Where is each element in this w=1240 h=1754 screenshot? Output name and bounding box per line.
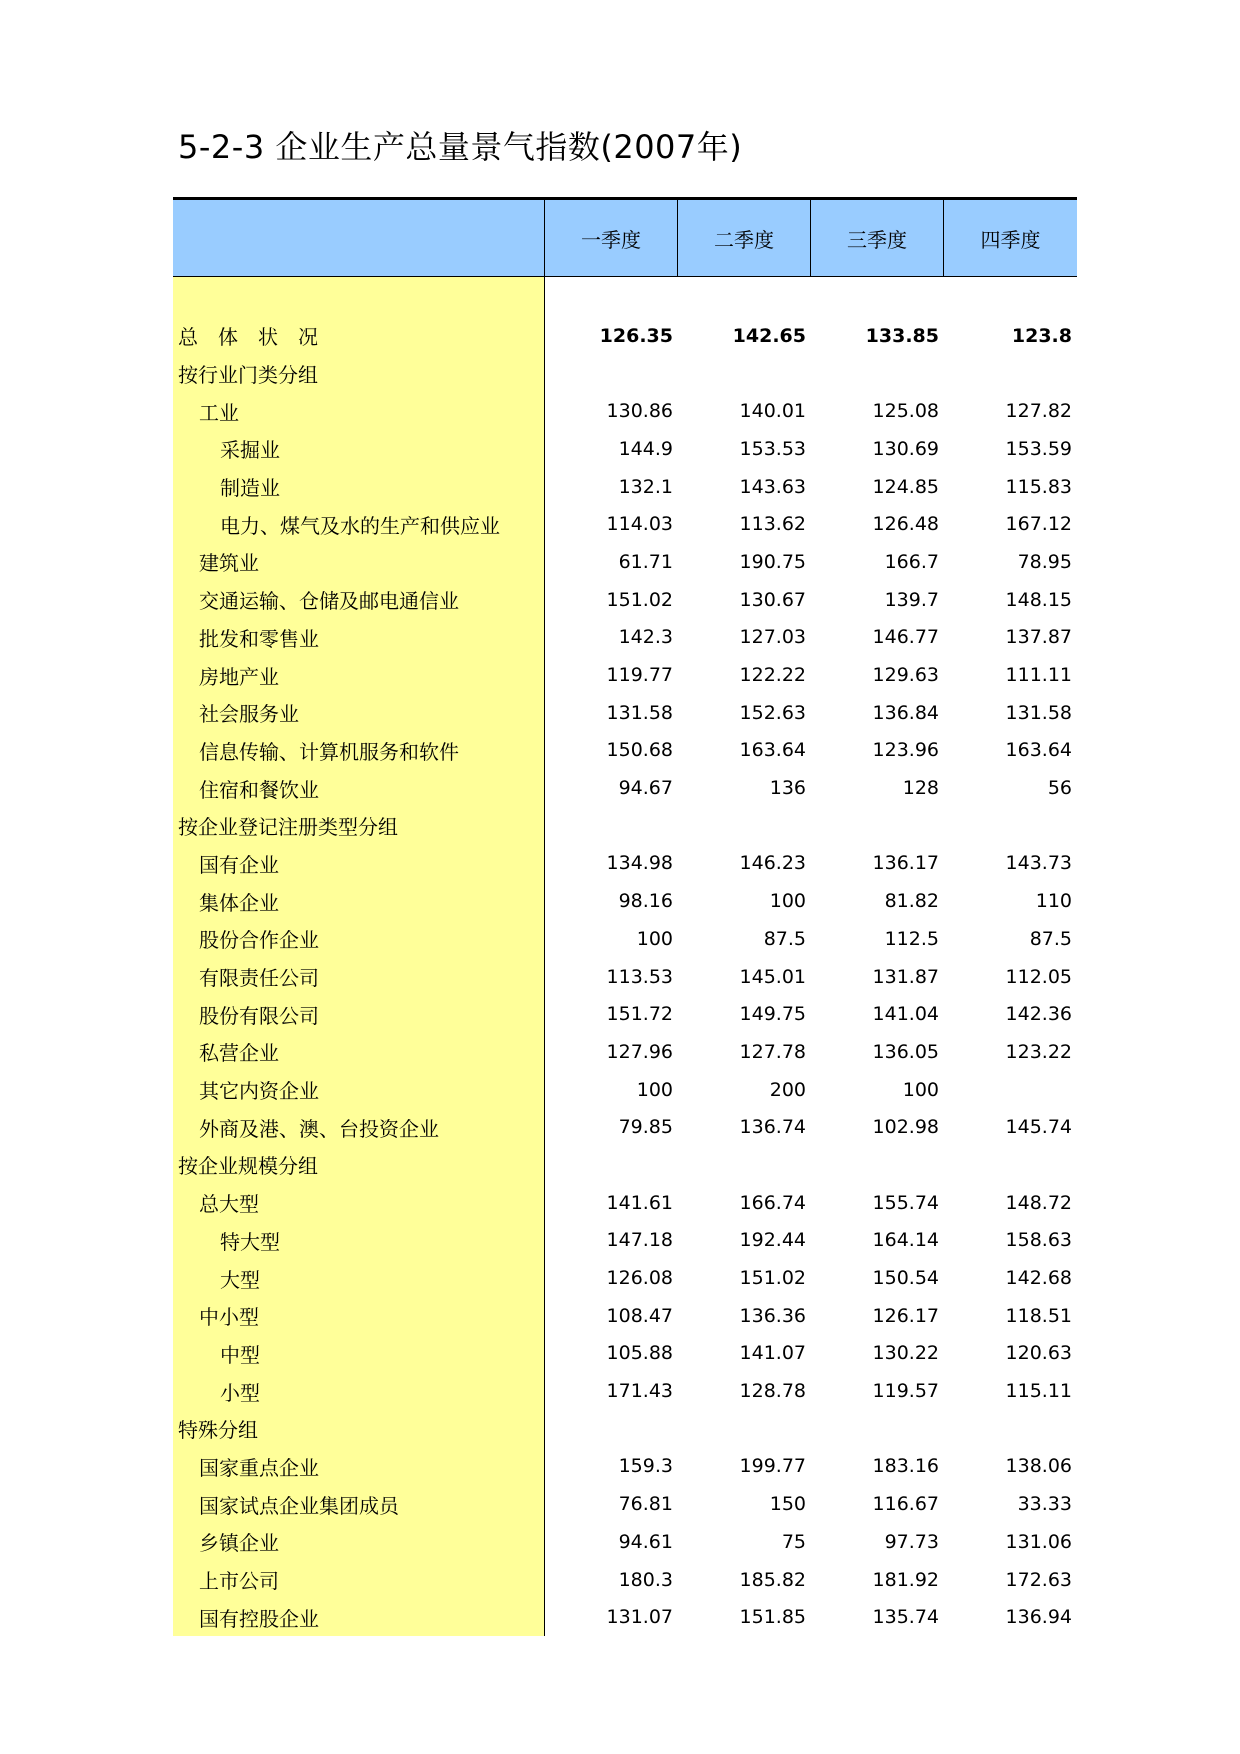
table-row bbox=[173, 769, 1077, 807]
value-cell-q2: 192.44 bbox=[739, 1229, 806, 1252]
row-label: 国家重点企业 bbox=[199, 1455, 319, 1480]
value-cell-q4: 118.51 bbox=[1005, 1304, 1072, 1327]
row-label: 小型 bbox=[220, 1380, 260, 1405]
value-cell-q3: 112.5 bbox=[884, 927, 939, 950]
value-cell-q1: 131.58 bbox=[606, 701, 673, 724]
value-cell-q1: 171.43 bbox=[606, 1380, 673, 1403]
value-cell-q2: 130.67 bbox=[739, 588, 806, 611]
row-label: 制造业 bbox=[220, 476, 280, 501]
value-cell-q3: 128 bbox=[902, 777, 939, 800]
value-cell-q1: 94.67 bbox=[618, 777, 673, 800]
row-label: 批发和零售业 bbox=[199, 626, 319, 651]
value-cell-q2: 145.01 bbox=[739, 965, 806, 988]
value-cell-q1: 180.3 bbox=[618, 1568, 673, 1591]
value-cell-q1: 126.35 bbox=[599, 324, 673, 347]
table-header bbox=[173, 197, 1077, 277]
table-row bbox=[173, 1108, 1077, 1146]
value-cell-q2: 122.22 bbox=[739, 664, 806, 687]
value-cell-q3: 136.05 bbox=[872, 1040, 939, 1063]
table-row bbox=[173, 1448, 1077, 1486]
row-label: 国有控股企业 bbox=[199, 1606, 319, 1631]
table-row bbox=[173, 1146, 1077, 1184]
value-cell-q4: 87.5 bbox=[1029, 927, 1072, 950]
value-cell-q4: 167.12 bbox=[1005, 513, 1072, 536]
column-header-q3: 三季度 bbox=[811, 200, 944, 276]
value-cell-q2: 128.78 bbox=[739, 1380, 806, 1403]
value-cell-q2: 75 bbox=[781, 1530, 806, 1553]
value-cell-q4: 112.05 bbox=[1005, 965, 1072, 988]
table-row bbox=[173, 1297, 1077, 1335]
value-cell-q2: 149.75 bbox=[739, 1003, 806, 1026]
value-cell-q4: 115.83 bbox=[1005, 475, 1072, 498]
table-row bbox=[173, 1372, 1077, 1410]
value-cell-q1: 100 bbox=[636, 1078, 673, 1101]
value-cell-q2: 166.74 bbox=[739, 1191, 806, 1214]
value-cell-q4: 131.06 bbox=[1005, 1530, 1072, 1553]
table-row bbox=[173, 392, 1077, 430]
value-cell-q1: 108.47 bbox=[606, 1304, 673, 1327]
value-cell-q1: 142.3 bbox=[618, 626, 673, 649]
row-label: 社会服务业 bbox=[199, 702, 299, 727]
value-cell-q3: 164.14 bbox=[872, 1229, 939, 1252]
table-row bbox=[173, 505, 1077, 543]
value-cell-q2: 87.5 bbox=[763, 927, 806, 950]
table-row bbox=[173, 355, 1077, 393]
row-label: 乡镇企业 bbox=[199, 1531, 279, 1556]
value-cell-q4: 172.63 bbox=[1005, 1568, 1072, 1591]
value-cell-q1: 150.68 bbox=[606, 739, 673, 762]
value-cell-q1: 151.02 bbox=[606, 588, 673, 611]
value-cell-q1: 61.71 bbox=[618, 550, 673, 573]
row-label: 中小型 bbox=[199, 1305, 259, 1330]
value-cell-q1: 147.18 bbox=[606, 1229, 673, 1252]
value-cell-q3: 102.98 bbox=[872, 1116, 939, 1139]
value-cell-q3: 97.73 bbox=[884, 1530, 939, 1553]
value-cell-q1: 105.88 bbox=[606, 1342, 673, 1365]
value-cell-q4: 56 bbox=[1047, 777, 1072, 800]
table-row bbox=[173, 1259, 1077, 1297]
value-cell-q4: 123.22 bbox=[1005, 1040, 1072, 1063]
table-row bbox=[173, 543, 1077, 581]
table-row bbox=[173, 1523, 1077, 1561]
row-label: 大型 bbox=[220, 1267, 260, 1292]
table-row bbox=[173, 882, 1077, 920]
table-row bbox=[173, 1410, 1077, 1448]
row-label: 房地产业 bbox=[199, 664, 279, 689]
value-cell-q2: 152.63 bbox=[739, 701, 806, 724]
row-label: 信息传输、计算机服务和软件 bbox=[199, 739, 459, 764]
table-row bbox=[173, 920, 1077, 958]
value-cell-q4: 148.72 bbox=[1005, 1191, 1072, 1214]
value-cell-q3: 136.84 bbox=[872, 701, 939, 724]
value-cell-q2: 151.02 bbox=[739, 1267, 806, 1290]
row-label: 按企业登记注册类型分组 bbox=[178, 815, 398, 840]
value-cell-q2: 150 bbox=[769, 1493, 806, 1516]
column-header-q4: 四季度 bbox=[980, 227, 1041, 252]
row-label: 外商及港、澳、台投资企业 bbox=[199, 1116, 439, 1141]
table-row bbox=[173, 1485, 1077, 1523]
table-row bbox=[173, 468, 1077, 506]
row-label: 住宿和餐饮业 bbox=[199, 777, 319, 802]
value-cell-q1: 94.61 bbox=[618, 1530, 673, 1553]
value-cell-q3: 155.74 bbox=[872, 1191, 939, 1214]
value-cell-q1: 126.08 bbox=[606, 1267, 673, 1290]
value-cell-q1: 76.81 bbox=[618, 1493, 673, 1516]
value-cell-q4: 110 bbox=[1035, 890, 1072, 913]
value-cell-q1: 114.03 bbox=[606, 513, 673, 536]
value-cell-q3: 100 bbox=[902, 1078, 939, 1101]
table-row bbox=[173, 581, 1077, 619]
column-header-q2: 二季度 bbox=[678, 200, 811, 276]
value-cell-q1: 79.85 bbox=[618, 1116, 673, 1139]
row-label: 私营企业 bbox=[199, 1041, 279, 1066]
value-cell-q4: 142.68 bbox=[1005, 1267, 1072, 1290]
value-cell-q2: 199.77 bbox=[739, 1455, 806, 1478]
row-label: 中型 bbox=[220, 1342, 260, 1367]
row-label: 集体企业 bbox=[199, 890, 279, 915]
value-cell-q2: 163.64 bbox=[739, 739, 806, 762]
value-cell-q1: 132.1 bbox=[618, 475, 673, 498]
value-cell-q3: 131.87 bbox=[872, 965, 939, 988]
value-cell-q4: 136.94 bbox=[1005, 1606, 1072, 1629]
table-row bbox=[173, 1335, 1077, 1373]
value-cell-q4: 131.58 bbox=[1005, 701, 1072, 724]
table-row bbox=[173, 845, 1077, 883]
row-label: 上市公司 bbox=[199, 1569, 279, 1594]
value-cell-q2: 136 bbox=[769, 777, 806, 800]
value-cell-q2: 136.74 bbox=[739, 1116, 806, 1139]
row-label: 总 体 状 况 bbox=[178, 325, 318, 350]
row-label: 总大型 bbox=[199, 1192, 259, 1217]
value-cell-q3: 133.85 bbox=[865, 324, 939, 347]
row-label: 股份合作企业 bbox=[199, 928, 319, 953]
value-cell-q3: 166.7 bbox=[884, 550, 939, 573]
value-cell-q2: 146.23 bbox=[739, 852, 806, 875]
value-cell-q3: 130.69 bbox=[872, 437, 939, 460]
value-cell-q4: 138.06 bbox=[1005, 1455, 1072, 1478]
table-body bbox=[173, 277, 1077, 1636]
value-cell-q3: 81.82 bbox=[884, 890, 939, 913]
value-cell-q4: 33.33 bbox=[1017, 1493, 1072, 1516]
table-row bbox=[173, 694, 1077, 732]
row-label: 采掘业 bbox=[220, 438, 280, 463]
column-header-q1: 一季度 bbox=[545, 200, 678, 276]
value-cell-q1: 100 bbox=[636, 927, 673, 950]
row-label: 特殊分组 bbox=[178, 1418, 258, 1443]
value-cell-q4: 163.64 bbox=[1005, 739, 1072, 762]
row-label: 有限责任公司 bbox=[199, 966, 319, 991]
index-table bbox=[173, 197, 1077, 1636]
value-cell-q3: 181.92 bbox=[872, 1568, 939, 1591]
table-spacer-row bbox=[173, 277, 1077, 317]
row-label: 电力、煤气及水的生产和供应业 bbox=[220, 513, 500, 538]
value-cell-q2: 200 bbox=[769, 1078, 806, 1101]
value-cell-q2: 100 bbox=[769, 890, 806, 913]
value-cell-q1: 159.3 bbox=[618, 1455, 673, 1478]
table-row bbox=[173, 1071, 1077, 1109]
row-label: 建筑业 bbox=[199, 551, 259, 576]
row-label: 特大型 bbox=[220, 1229, 280, 1254]
table-row bbox=[173, 1033, 1077, 1071]
value-cell-q4: 143.73 bbox=[1005, 852, 1072, 875]
row-label: 按行业门类分组 bbox=[178, 363, 318, 388]
header-corner-cell bbox=[173, 200, 545, 276]
value-cell-q1: 134.98 bbox=[606, 852, 673, 875]
value-cell-q1: 131.07 bbox=[606, 1606, 673, 1629]
value-cell-q1: 127.96 bbox=[606, 1040, 673, 1063]
value-cell-q2: 140.01 bbox=[739, 400, 806, 423]
value-cell-q4: 123.8 bbox=[1011, 324, 1072, 347]
value-cell-q4: 158.63 bbox=[1005, 1229, 1072, 1252]
value-cell-q3: 124.85 bbox=[872, 475, 939, 498]
value-cell-q2: 190.75 bbox=[739, 550, 806, 573]
value-cell-q3: 119.57 bbox=[872, 1380, 939, 1403]
table-row bbox=[173, 656, 1077, 694]
row-label: 国有企业 bbox=[199, 852, 279, 877]
table-row bbox=[173, 1184, 1077, 1222]
value-cell-q3: 129.63 bbox=[872, 664, 939, 687]
value-cell-q2: 151.85 bbox=[739, 1606, 806, 1629]
value-cell-q3: 146.77 bbox=[872, 626, 939, 649]
row-label: 交通运输、仓储及邮电通信业 bbox=[199, 589, 459, 614]
value-cell-q4: 153.59 bbox=[1005, 437, 1072, 460]
value-cell-q3: 141.04 bbox=[872, 1003, 939, 1026]
row-label: 其它内资企业 bbox=[199, 1079, 319, 1104]
value-cell-q2: 113.62 bbox=[739, 513, 806, 536]
table-row bbox=[173, 807, 1077, 845]
row-label: 按企业规模分组 bbox=[178, 1154, 318, 1179]
value-cell-q3: 126.17 bbox=[872, 1304, 939, 1327]
table-row bbox=[173, 1222, 1077, 1260]
table-row bbox=[173, 958, 1077, 996]
value-cell-q2: 141.07 bbox=[739, 1342, 806, 1365]
value-cell-q3: 139.7 bbox=[884, 588, 939, 611]
value-cell-q4: 137.87 bbox=[1005, 626, 1072, 649]
row-label: 股份有限公司 bbox=[199, 1003, 319, 1028]
row-label: 工业 bbox=[199, 400, 239, 425]
value-cell-q1: 113.53 bbox=[606, 965, 673, 988]
table-row bbox=[173, 732, 1077, 770]
value-cell-q3: 135.74 bbox=[872, 1606, 939, 1629]
value-cell-q3: 183.16 bbox=[872, 1455, 939, 1478]
value-cell-q3: 123.96 bbox=[872, 739, 939, 762]
value-cell-q2: 127.03 bbox=[739, 626, 806, 649]
value-cell-q3: 125.08 bbox=[872, 400, 939, 423]
table-row bbox=[173, 619, 1077, 657]
value-cell-q3: 126.48 bbox=[872, 513, 939, 536]
value-cell-q2: 136.36 bbox=[739, 1304, 806, 1327]
value-cell-q4: 111.11 bbox=[1005, 664, 1072, 687]
value-cell-q1: 141.61 bbox=[606, 1191, 673, 1214]
value-cell-q1: 130.86 bbox=[606, 400, 673, 423]
value-cell-q2: 185.82 bbox=[739, 1568, 806, 1591]
table-row bbox=[173, 1598, 1077, 1636]
value-cell-q2: 143.63 bbox=[739, 475, 806, 498]
row-label: 国家试点企业集团成员 bbox=[199, 1493, 399, 1518]
table-row bbox=[173, 995, 1077, 1033]
value-cell-q1: 151.72 bbox=[606, 1003, 673, 1026]
value-cell-q2: 153.53 bbox=[739, 437, 806, 460]
value-cell-q2: 127.78 bbox=[739, 1040, 806, 1063]
table-row bbox=[173, 317, 1077, 355]
value-cell-q3: 136.17 bbox=[872, 852, 939, 875]
value-cell-q4: 148.15 bbox=[1005, 588, 1072, 611]
value-cell-q1: 144.9 bbox=[618, 437, 673, 460]
table-row bbox=[173, 1561, 1077, 1599]
page-title: 5-2-3 企业生产总量景气指数(2007年) bbox=[178, 128, 743, 166]
value-cell-q4: 145.74 bbox=[1005, 1116, 1072, 1139]
table-row bbox=[173, 430, 1077, 468]
value-cell-q4: 78.95 bbox=[1017, 550, 1072, 573]
value-cell-q3: 150.54 bbox=[872, 1267, 939, 1290]
value-cell-q4: 115.11 bbox=[1005, 1380, 1072, 1403]
value-cell-q4: 142.36 bbox=[1005, 1003, 1072, 1026]
value-cell-q3: 130.22 bbox=[872, 1342, 939, 1365]
value-cell-q4: 127.82 bbox=[1005, 400, 1072, 423]
value-cell-q1: 98.16 bbox=[618, 890, 673, 913]
value-cell-q1: 119.77 bbox=[606, 664, 673, 687]
value-cell-q2: 142.65 bbox=[732, 324, 806, 347]
value-cell-q4: 120.63 bbox=[1005, 1342, 1072, 1365]
value-cell-q3: 116.67 bbox=[872, 1493, 939, 1516]
